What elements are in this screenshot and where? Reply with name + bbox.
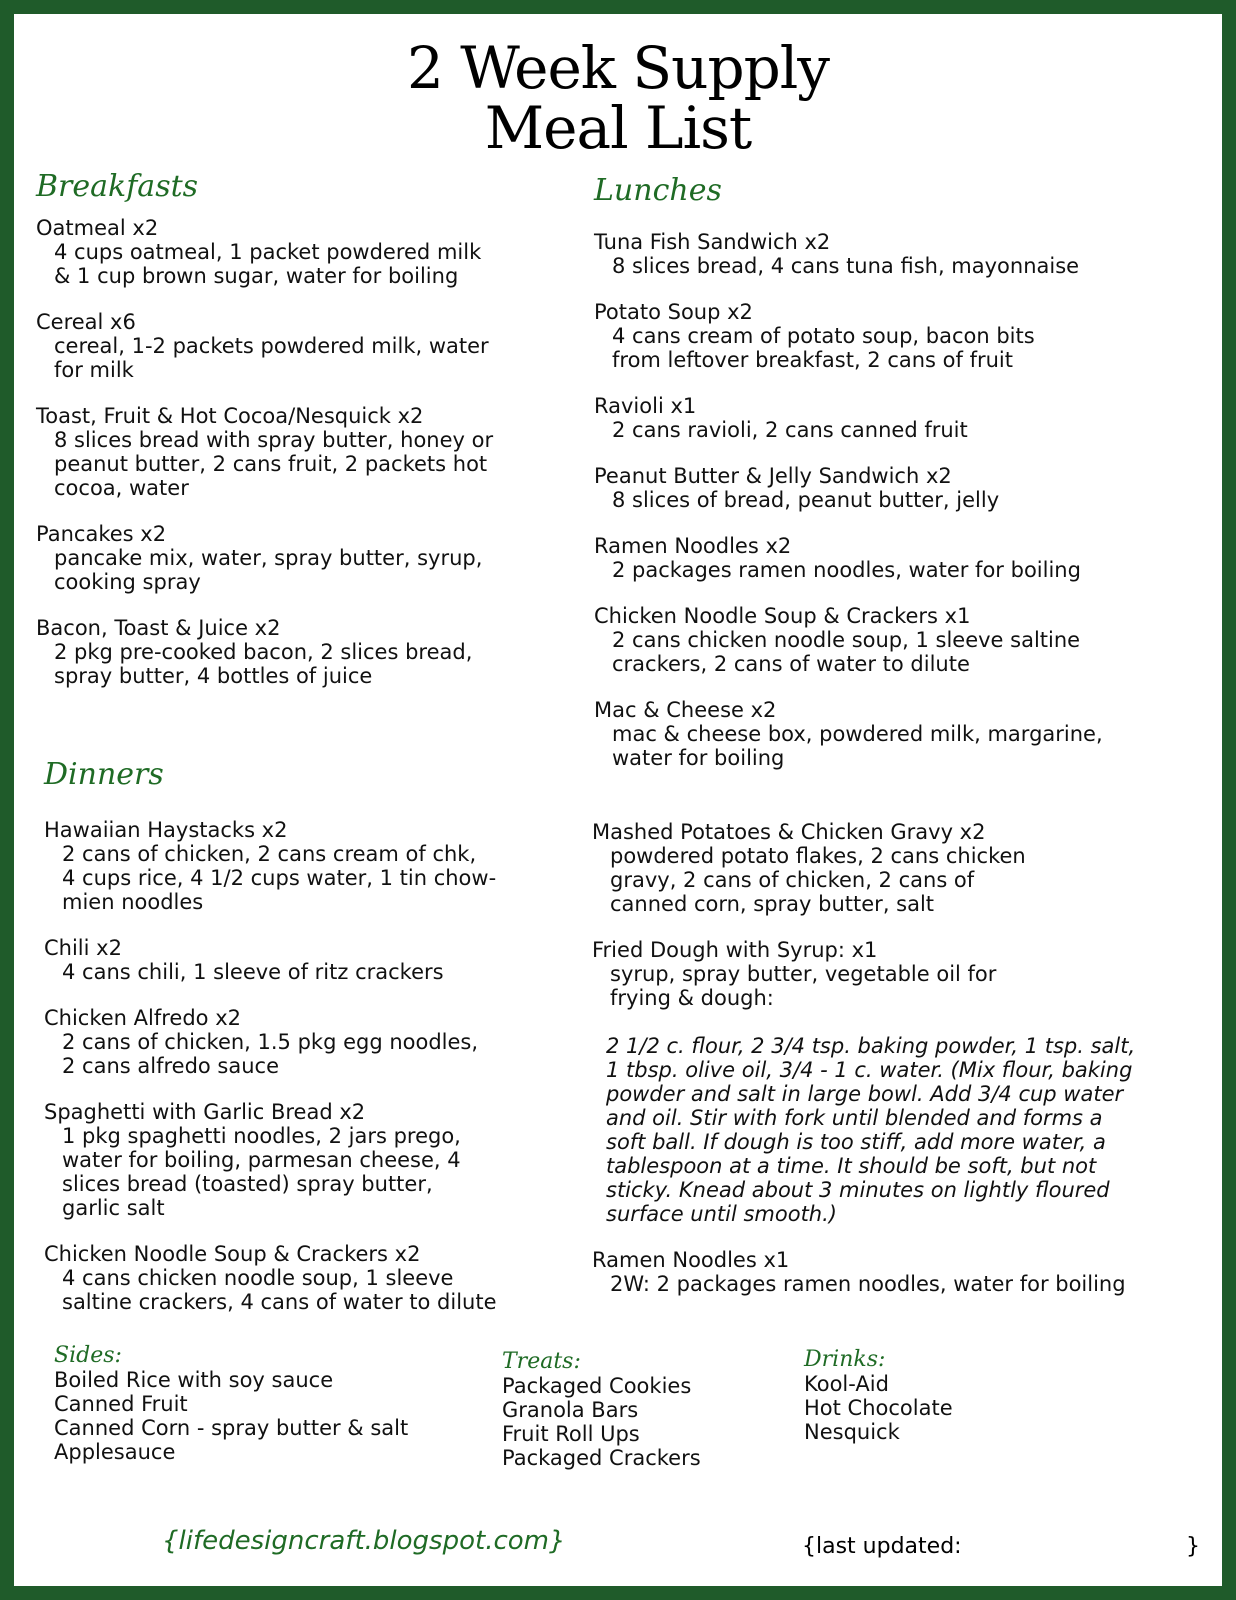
meal-ingredients-line: garlic salt: [62, 1196, 165, 1220]
recipe-line: soft ball. If dough is too stiff, add more water, a: [606, 1130, 1106, 1154]
meal-name: Fried Dough with Syrup: x1: [592, 938, 878, 962]
meal-name: Peanut Butter & Jelly Sandwich x2: [594, 464, 952, 488]
list-item: Kool-Aid: [804, 1372, 889, 1396]
meal-ingredients-line: cocoa, water: [54, 476, 189, 500]
meal-ingredients-line: 1 pkg spaghetti noodles, 2 jars prego,: [62, 1124, 461, 1148]
blog-link[interactable]: {lifedesigncraft.blogspot.com}: [162, 1526, 566, 1556]
meal-ingredients-line: saltine crackers, 4 cans of water to dilute: [62, 1290, 497, 1314]
meal-ingredients-line: 2 cans alfredo sauce: [62, 1054, 280, 1078]
meal-ingredients-line: 2 packages ramen noodles, water for boiling: [612, 558, 1081, 582]
meal-name: Hawaiian Haystacks x2: [44, 818, 288, 842]
meal-ingredients-line: gravy, 2 cans of chicken, 2 cans of: [610, 868, 975, 892]
treats-heading: Treats:: [502, 1349, 581, 1374]
meal-name: Mac & Cheese x2: [594, 698, 777, 722]
list-item: Boiled Rice with soy sauce: [54, 1368, 334, 1392]
treats-list: [502, 1374, 782, 1470]
meal-entry: [44, 1100, 584, 1220]
meal-ingredients-line: mien noodles: [62, 890, 204, 914]
lunches-list: [594, 230, 1204, 770]
meal-ingredients-line: cereal, 1-2 packets powdered milk, water: [54, 334, 489, 358]
meal-name: Ramen Noodles x2: [594, 534, 792, 558]
meal-entry: [594, 394, 1204, 442]
recipe-line: 1 tbsp. olive oil, 3/4 - 1 c. water. (Mix flour, baking: [606, 1058, 1133, 1082]
list-item: Canned Corn - spray butter & salt: [54, 1416, 409, 1440]
dinners-left-list: [44, 818, 584, 1314]
meal-ingredients-line: water for boiling: [612, 746, 785, 770]
meal-entry: [594, 300, 1204, 372]
meal-ingredients-line: 2 pkg pre-cooked bacon, 2 slices bread,: [54, 640, 473, 664]
meal-ingredients-line: canned corn, spray butter, salt: [610, 892, 935, 916]
meal-ingredients-line: slices bread (toasted) spray butter,: [62, 1172, 433, 1196]
recipe-line: powder and salt in large bowl. Add 3/4 cup water: [606, 1082, 1124, 1106]
meal-ingredients-line: 8 slices bread with spray butter, honey or: [54, 428, 494, 452]
breakfasts-list: [36, 216, 576, 688]
meal-name: Chicken Alfredo x2: [44, 1006, 241, 1030]
treats-section: [502, 1350, 782, 1470]
meal-ingredients-line: spray butter, 4 bottles of juice: [54, 664, 373, 688]
meal-name: Toast, Fruit & Hot Cocoa/Nesquick x2: [36, 404, 424, 428]
meal-entry: [36, 404, 576, 500]
list-item: Packaged Crackers: [502, 1446, 701, 1470]
dinners-section: [44, 758, 584, 1336]
meal-entry: [594, 230, 1204, 278]
meal-ingredients-line: for milk: [54, 358, 134, 382]
sides-heading: Sides:: [54, 1343, 122, 1368]
meal-name: Ramen Noodles x1: [592, 1248, 790, 1272]
meal-entry: [44, 1006, 584, 1078]
meal-entry: [44, 936, 584, 984]
list-item: Fruit Roll Ups: [502, 1422, 640, 1446]
drinks-section: [804, 1348, 1084, 1444]
last-updated-close: }: [1186, 1534, 1200, 1559]
meal-entry: [594, 534, 1204, 582]
meal-entry: [36, 216, 576, 288]
meal-name: Chicken Noodle Soup & Crackers x2: [44, 1242, 421, 1266]
list-item: Packaged Cookies: [502, 1374, 692, 1398]
meal-ingredients-line: 2 cans of chicken, 2 cans cream of chk,: [62, 842, 477, 866]
recipe-line: surface until smooth.): [606, 1202, 837, 1226]
meal-ingredients-line: crackers, 2 cans of water to dilute: [612, 652, 970, 676]
meal-ingredients-line: 2 cans of chicken, 1.5 pkg egg noodles,: [62, 1030, 479, 1054]
recipe-line: and oil. Stir with fork until blended and forms a: [606, 1106, 1103, 1130]
meal-ingredients-line: 2 cans ravioli, 2 cans canned fruit: [612, 418, 968, 442]
meal-name: Oatmeal x2: [36, 216, 159, 240]
meal-name: Chili x2: [44, 936, 122, 960]
list-item: Hot Chocolate: [804, 1396, 953, 1420]
meal-ingredients-line: 4 cups rice, 4 1/2 cups water, 1 tin chow-: [62, 866, 497, 890]
lunches-section: [594, 174, 1204, 792]
title-line-1: 2 Week Supply: [406, 34, 830, 102]
list-item: Canned Fruit: [54, 1392, 188, 1416]
meal-entry: [44, 1242, 584, 1314]
meal-ingredients-line: cooking spray: [54, 570, 201, 594]
meal-ingredients-line: 8 slices of bread, peanut butter, jelly: [612, 488, 1000, 512]
meal-ingredients-line: & 1 cup brown sugar, water for boiling: [54, 264, 459, 288]
dinners-right-section: [592, 820, 1212, 1318]
drinks-heading: Drinks:: [804, 1347, 886, 1372]
meal-entry: [594, 698, 1204, 770]
meal-entry: [592, 1248, 1212, 1296]
meal-ingredients-line: from leftover breakfast, 2 cans of fruit: [612, 348, 1013, 372]
meal-ingredients-line: 4 cans cream of potato soup, bacon bits: [612, 324, 1035, 348]
meal-name: Tuna Fish Sandwich x2: [594, 230, 831, 254]
list-item: Granola Bars: [502, 1398, 639, 1422]
meal-entry: [44, 818, 584, 914]
breakfasts-heading: Breakfasts: [36, 169, 199, 204]
meal-ingredients-line: 4 cans chicken noodle soup, 1 sleeve: [62, 1266, 454, 1290]
meal-entry: [592, 820, 1212, 916]
list-item: Nesquick: [804, 1420, 900, 1444]
meal-ingredients-line: powdered potato flakes, 2 cans chicken: [610, 844, 1026, 868]
meal-name: Ravioli x1: [594, 394, 697, 418]
drinks-list: [804, 1372, 1084, 1444]
list-item: Applesauce: [54, 1440, 176, 1464]
meal-entry: [36, 616, 576, 688]
meal-name: Pancakes x2: [36, 522, 167, 546]
meal-ingredients-line: syrup, spray butter, vegetable oil for: [610, 962, 997, 986]
meal-ingredients-line: 2 cans chicken noodle soup, 1 sleeve saltine: [612, 628, 1081, 652]
meal-list-page: [14, 14, 1222, 1586]
meal-name: Chicken Noodle Soup & Crackers x1: [594, 604, 971, 628]
meal-ingredients-line: frying & dough:: [610, 986, 774, 1010]
title-line-2: Meal List: [484, 94, 752, 162]
meal-name: Spaghetti with Garlic Bread x2: [44, 1100, 366, 1124]
recipe-line: tablespoon at a time. It should be soft, but not: [606, 1154, 1097, 1178]
meal-entry: [36, 522, 576, 594]
meal-ingredients-line: 4 cups oatmeal, 1 packet powdered milk: [54, 240, 482, 264]
meal-name: Cereal x6: [36, 310, 136, 334]
meal-ingredients-line: mac & cheese box, powdered milk, margarine,: [612, 722, 1103, 746]
sides-section: [54, 1344, 494, 1464]
meal-ingredients-line: 4 cans chili, 1 sleeve of ritz crackers: [62, 960, 444, 984]
meal-ingredients-line: 2W: 2 packages ramen noodles, water for boiling: [610, 1272, 1126, 1296]
meal-ingredients-line: water for boiling, parmesan cheese, 4: [62, 1148, 461, 1172]
recipe-line: 2 1/2 c. flour, 2 3/4 tsp. baking powder, 1 tsp. salt,: [606, 1034, 1136, 1058]
breakfasts-section: [36, 170, 576, 710]
page-title: [14, 34, 1222, 162]
meal-entry: [592, 938, 1212, 1226]
dinners-heading: Dinners: [44, 757, 164, 792]
recipe-line: sticky. Knead about 3 minutes on lightly floured: [606, 1178, 1110, 1202]
meal-name: Mashed Potatoes & Chicken Gravy x2: [592, 820, 986, 844]
meal-ingredients-line: pancake mix, water, spray butter, syrup,: [54, 546, 483, 570]
last-updated-label: {last updated:: [802, 1534, 962, 1559]
recipe-block: [592, 1034, 1212, 1226]
meal-entry: [594, 604, 1204, 676]
meal-name: Bacon, Toast & Juice x2: [36, 616, 281, 640]
dinners-right-list: [592, 820, 1212, 1296]
meal-entry: [594, 464, 1204, 512]
meal-ingredients-line: peanut butter, 2 cans fruit, 2 packets hot: [54, 452, 488, 476]
lunches-heading: Lunches: [594, 173, 722, 208]
meal-entry: [36, 310, 576, 382]
meal-ingredients-line: 8 slices bread, 4 cans tuna fish, mayonnaise: [612, 254, 1080, 278]
meal-name: Potato Soup x2: [594, 300, 753, 324]
sides-list: [54, 1368, 494, 1464]
